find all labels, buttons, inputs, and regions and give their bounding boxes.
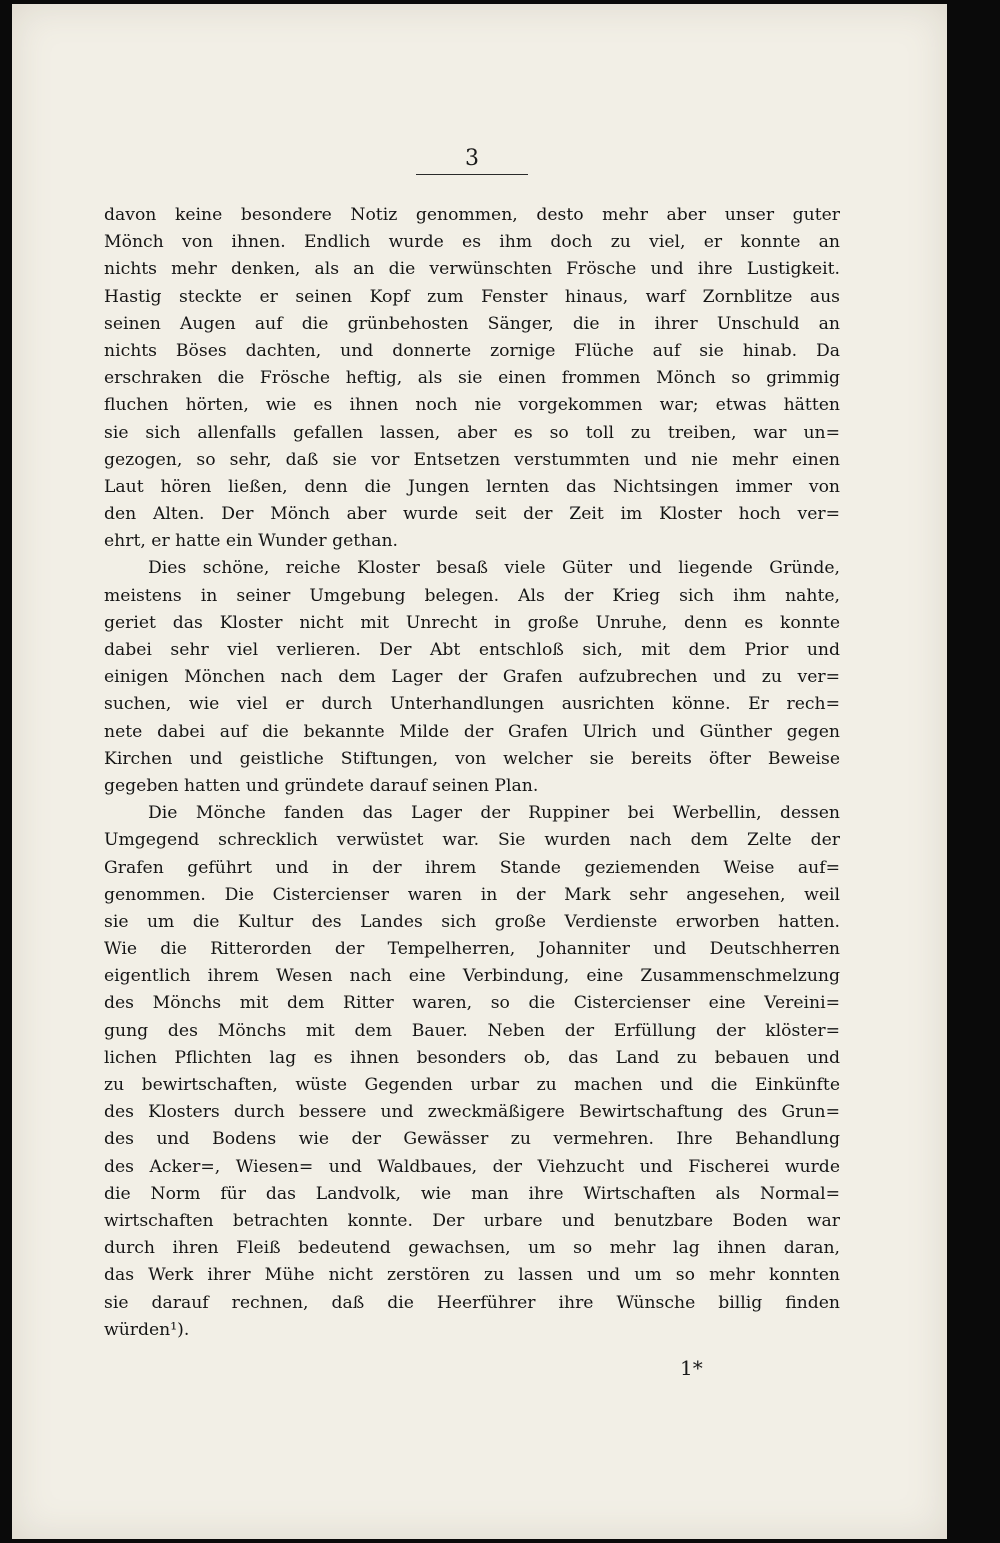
text-line: lichen Pflichten lag es ihnen besonders ob, das Land zu bebauen und [104, 1047, 840, 1068]
text-line: Wie die Ritterorden der Tempelherren, Johanniter und Deutschherren [104, 939, 840, 960]
text-line: des Mönchs mit dem Ritter waren, so die Cistercienser eine Vereini= [104, 993, 840, 1014]
text-line: erschraken die Frösche heftig, als sie einen frommen Mönch so grimmig [104, 368, 840, 389]
text-line: einigen Mönchen nach dem Lager der Grafen aufzubrechen und zu ver= [104, 667, 840, 688]
text-line: nichts mehr denken, als an die verwünschten Frösche und ihre Lustigkeit. [104, 259, 840, 280]
text-line: meistens in seiner Umgebung belegen. Als der Krieg sich ihm nahte, [104, 585, 840, 606]
page-content [104, 144, 840, 1344]
text-line: würden¹). [104, 1319, 190, 1340]
text-line: geriet das Kloster nicht mit Unrecht in große Unruhe, denn es konnte [104, 612, 840, 633]
text-line: sie sich allenfalls gefallen lassen, aber es so toll zu treiben, war un= [104, 422, 840, 443]
text-line: gezogen, so sehr, daß sie vor Entsetzen verstummten und nie mehr einen [104, 449, 840, 470]
text-line: Mönch von ihnen. Endlich wurde es ihm doch zu viel, er konnte an [104, 232, 840, 253]
text-line: des Klosters durch bessere und zweckmäßigere Bewirtschaftung des Grun= [104, 1102, 840, 1123]
text-line: durch ihren Fleiß bedeutend gewachsen, um so mehr lag ihnen daran, [104, 1238, 840, 1259]
text-line: nichts Böses dachten, und donnerte zornige Flüche auf sie hinab. Da [104, 340, 840, 361]
text-line: zu bewirtschaften, wüste Gegenden urbar zu machen und die Einkünfte [104, 1075, 840, 1095]
text-line: Die Mönche fanden das Lager der Ruppiner bei Werbellin, dessen [148, 803, 840, 824]
text-line: nete dabei auf die bekannte Milde der Grafen Ulrich und Günther gegen [104, 721, 840, 742]
text-line: Umgegend schrecklich verwüstet war. Sie wurden nach dem Zelte der [104, 830, 840, 851]
text-line: den Alten. Der Mönch aber wurde seit der Zeit im Kloster hoch ver= [104, 504, 840, 525]
text-line: genommen. Die Cistercienser waren in der Mark sehr angesehen, weil [104, 884, 840, 905]
text-line: des und Bodens wie der Gewässer zu vermehren. Ihre Behandlung [104, 1129, 840, 1150]
text-line: dabei sehr viel verlieren. Der Abt entschloß sich, mit dem Prior und [104, 640, 840, 660]
text-line: gegeben hatten und gründete darauf seinen Plan. [104, 775, 539, 796]
page-number: 3 [465, 146, 479, 171]
text-line: das Werk ihrer Mühe nicht zerstören zu lassen und um so mehr konnten [104, 1265, 840, 1286]
text-line: suchen, wie viel er durch Unterhandlungen ausrichten könne. Er rech= [104, 694, 840, 715]
text-line: Dies schöne, reiche Kloster besaß viele Güter und liegende Gründe, [148, 558, 840, 579]
text-line: ehrt, er hatte ein Wunder gethan. [104, 531, 398, 552]
signature-mark: 1* [680, 1356, 703, 1380]
text-line: gung des Mönchs mit dem Bauer. Neben der Erfüllung der klöster= [104, 1020, 840, 1041]
text-line: davon keine besondere Notiz genommen, desto mehr aber unser guter [104, 205, 840, 225]
text-line: Grafen geführt und in der ihrem Stande geziemenden Weise auf= [104, 857, 840, 878]
header-rule [416, 174, 528, 175]
text-line: Kirchen und geistliche Stiftungen, von welcher sie bereits öfter Beweise [104, 748, 840, 769]
text-line: wirtschaften betrachten konnte. Der urbare und benutzbare Boden war [104, 1210, 840, 1231]
text-line: fluchen hörten, wie es ihnen noch nie vorgekommen war; etwas hätten [104, 395, 840, 416]
text-line: sie darauf rechnen, daß die Heerführer ihre Wünsche billig finden [104, 1292, 840, 1313]
text-line: sie um die Kultur des Landes sich große Verdienste erworben hatten. [104, 911, 840, 932]
text-line: eigentlich ihrem Wesen nach eine Verbindung, eine Zusammenschmelzung [104, 966, 840, 987]
text-line: die Norm für das Landvolk, wie man ihre Wirtschaften als Normal= [104, 1183, 840, 1204]
book-page [12, 4, 947, 1539]
text-line: des Acker=, Wiesen= und Waldbaues, der Viehzucht und Fischerei wurde [104, 1156, 840, 1177]
text-line: seinen Augen auf die grünbehosten Sänger, die in ihrer Unschuld an [104, 313, 840, 334]
body-text [104, 202, 840, 1344]
text-line: Hastig steckte er seinen Kopf zum Fenster hinaus, warf Zornblitze aus [104, 286, 840, 307]
header-rule-wrap [104, 174, 840, 188]
text-line: Laut hören ließen, denn die Jungen lernten das Nichtsingen immer von [104, 476, 840, 497]
